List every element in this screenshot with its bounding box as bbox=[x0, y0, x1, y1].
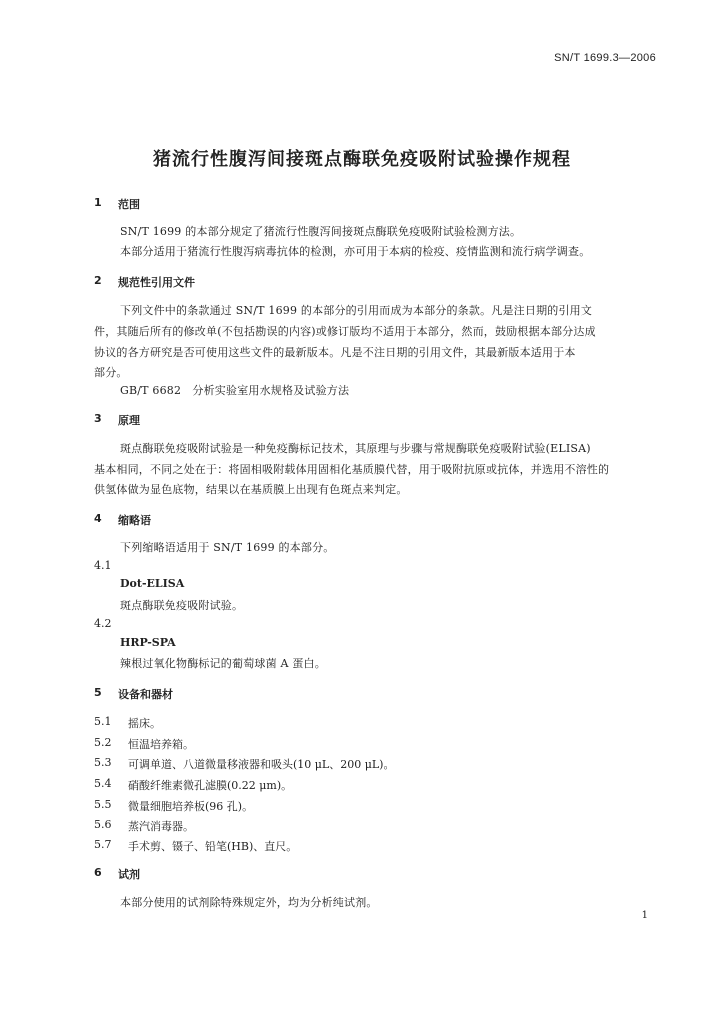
list-item-number: 5.5 bbox=[94, 798, 112, 811]
paragraph-line: 供氢体做为显色底物，结果以在基质膜上出现有色斑点来判定。 bbox=[94, 483, 408, 496]
page-number: 1 bbox=[641, 910, 648, 921]
list-item-text: 可调单道、八道微量移液器和吸头(10 μL、200 μL)。 bbox=[128, 758, 395, 771]
paragraph-line: 斑点酶联免疫吸附试验是一种免疫酶标记技术，其原理与步骤与常规酶联免疫吸附试验(ELISA) bbox=[120, 442, 591, 455]
abbreviation-term: HRP-SPA bbox=[120, 636, 176, 649]
section-title-equipment: 设备和器材 bbox=[118, 688, 173, 701]
list-item-text: 硝酸纤维素微孔滤膜(0.22 μm)。 bbox=[128, 779, 293, 792]
section-title-reagents: 试剂 bbox=[118, 868, 140, 881]
list-item-number: 5.4 bbox=[94, 777, 112, 790]
list-item-number: 5.3 bbox=[94, 756, 112, 769]
section-title-references: 规范性引用文件 bbox=[118, 276, 195, 289]
section-title-principle: 原理 bbox=[118, 414, 140, 427]
section-number: 5 bbox=[94, 686, 102, 699]
list-item-text: 微量细胞培养板(96 孔)。 bbox=[128, 800, 254, 813]
abbreviation-definition: 斑点酶联免疫吸附试验。 bbox=[120, 599, 244, 612]
list-item-text: 蒸汽消毒器。 bbox=[128, 820, 194, 833]
paragraph: 下列缩略语适用于 SN/T 1699 的本部分。 bbox=[120, 541, 335, 554]
section-number: 6 bbox=[94, 866, 102, 879]
section-title-abbreviations: 缩略语 bbox=[118, 514, 151, 527]
list-item-number: 5.7 bbox=[94, 838, 112, 851]
paragraph-line: 基本相同，不同之处在于：将固相吸附载体用固相化基质膜代替，用于吸附抗原或抗体，并选用不溶性的 bbox=[94, 463, 610, 476]
paragraph-line: 协议的各方研究是否可使用这些文件的最新版本。凡是不注日期的引用文件，其最新版本适用于本 bbox=[94, 346, 576, 359]
section-number: 1 bbox=[94, 196, 102, 209]
list-item-text: 恒温培养箱。 bbox=[128, 738, 194, 751]
subclause-number: 4.1 bbox=[94, 559, 112, 572]
reference-entry: GB/T 6682 分析实验室用水规格及试验方法 bbox=[120, 384, 350, 397]
paragraph-line: 件，其随后所有的修改单(不包括勘误的内容)或修订版均不适用于本部分，然而，鼓励根据本部分达成 bbox=[94, 325, 596, 338]
list-item-number: 5.1 bbox=[94, 715, 112, 728]
subclause-number: 4.2 bbox=[94, 617, 112, 630]
section-number: 4 bbox=[94, 512, 102, 525]
section-title-scope: 范围 bbox=[118, 198, 140, 211]
document-title: 猪流行性腹泻间接斑点酶联免疫吸附试验操作规程 bbox=[153, 149, 571, 170]
standard-code: SN/T 1699.3—2006 bbox=[554, 52, 656, 64]
section-number: 3 bbox=[94, 412, 102, 425]
paragraph-line: 部分。 bbox=[94, 366, 128, 379]
paragraph-line: 下列文件中的条款通过 SN/T 1699 的本部分的引用而成为本部分的条款。凡是注日期的引用文 bbox=[120, 304, 593, 317]
paragraph: 本部分适用于猪流行性腹泻病毒抗体的检测，亦可用于本病的检疫、疫情监测和流行病学调查。 bbox=[120, 245, 591, 258]
section-number: 2 bbox=[94, 274, 102, 287]
list-item-number: 5.6 bbox=[94, 818, 112, 831]
paragraph: 本部分使用的试剂除特殊规定外，均为分析纯试剂。 bbox=[120, 896, 378, 909]
list-item-number: 5.2 bbox=[94, 736, 112, 749]
abbreviation-term: Dot-ELISA bbox=[120, 577, 185, 590]
list-item-text: 摇床。 bbox=[128, 717, 161, 730]
list-item-text: 手术剪、镊子、铅笔(HB)、直尺。 bbox=[128, 840, 298, 853]
abbreviation-definition: 辣根过氧化物酶标记的葡萄球菌 A 蛋白。 bbox=[120, 657, 326, 670]
paragraph: SN/T 1699 的本部分规定了猪流行性腹泻间接斑点酶联免疫吸附试验检测方法。 bbox=[120, 225, 522, 238]
